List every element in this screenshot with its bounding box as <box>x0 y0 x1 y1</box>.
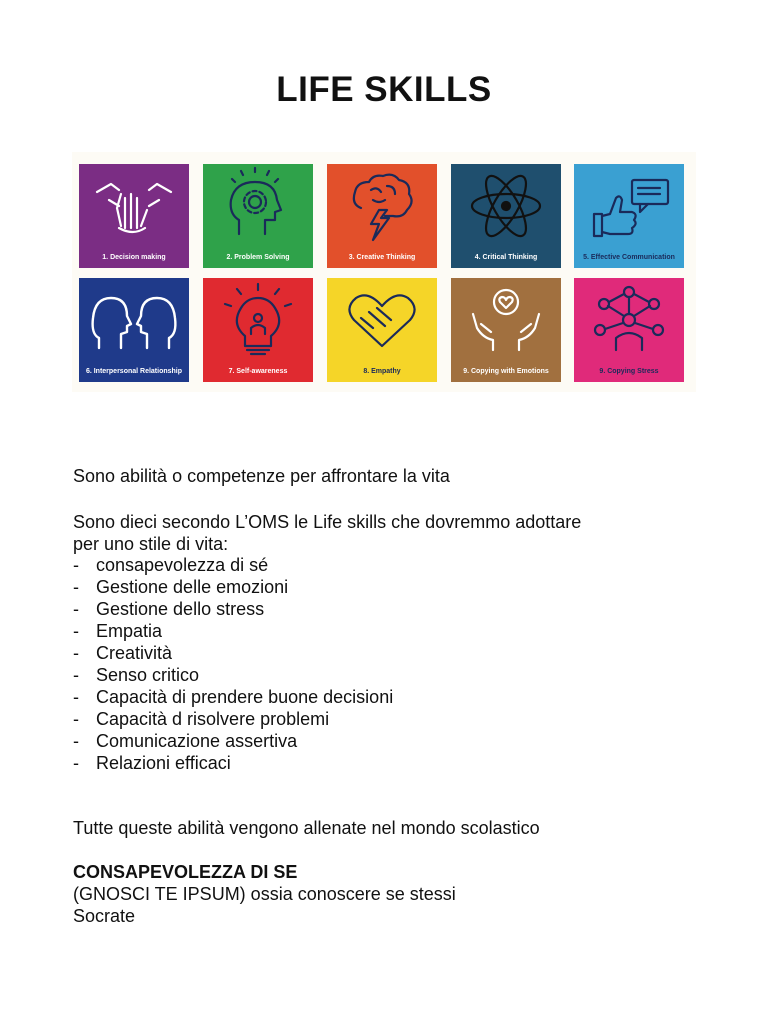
section-heading: CONSAPEVOLEZZA DI SE <box>73 862 298 882</box>
tile-label: 5. Effective Communication <box>583 254 675 261</box>
school-text: Tutte queste abilità vengono allenate nel mondo scolastico <box>73 818 540 838</box>
list-item: - consapevolezza di sé <box>73 555 269 575</box>
list-item: - Creatività <box>73 643 173 663</box>
atom-icon <box>451 164 561 244</box>
list-item: - Comunicazione assertiva <box>73 731 298 751</box>
tile-coping-stress <box>574 278 684 382</box>
page-title: LIFE SKILLS <box>276 70 492 109</box>
lightbulb-person-icon <box>203 278 313 358</box>
tile-interpersonal-relationship <box>79 278 189 382</box>
tile-empathy <box>327 278 437 382</box>
tile-label: 6. Interpersonal Relationship <box>85 368 183 375</box>
list-item: - Gestione dello stress <box>73 599 265 619</box>
tile-decision-making <box>79 164 189 268</box>
tile-coping-emotions <box>451 278 561 382</box>
tile-label: 9. Copying Stress <box>599 368 659 375</box>
tile-label: 3. Creative Thinking <box>348 254 416 261</box>
tile-self-awareness <box>203 278 313 382</box>
list-item: - Relazioni efficaci <box>73 753 231 773</box>
life-skills-infographic <box>72 152 696 392</box>
network-person-icon <box>574 278 684 358</box>
tile-label: 1. Decision making <box>102 254 166 261</box>
thumbs-up-chat-icon <box>574 164 684 244</box>
tile-label: 8. Empathy <box>363 368 401 375</box>
tile-problem-solving <box>203 164 313 268</box>
list-item: - Capacità d risolvere problemi <box>73 709 330 729</box>
hands-heart-icon <box>451 278 561 358</box>
section-text-line-2: Socrate <box>73 906 136 926</box>
list-item: - Empatia <box>73 621 163 641</box>
tile-effective-communication <box>574 164 684 268</box>
two-heads-icon <box>79 278 189 358</box>
list-item: - Senso critico <box>73 665 200 685</box>
tile-label: 4. Critical Thinking <box>474 254 538 261</box>
tile-label: 7. Self-awareness <box>228 368 288 375</box>
hands-icon <box>79 164 189 244</box>
who-text-line-1: Sono dieci secondo L’OMS le Life skills che dovremmo adottare <box>73 512 582 532</box>
head-gear-icon <box>203 164 313 244</box>
skills-list <box>73 554 393 774</box>
intro-text: Sono abilità o competenze per affrontare la vita <box>73 466 450 486</box>
list-item: - Capacità di prendere buone decisioni <box>73 687 394 707</box>
who-text-line-2: per uno stile di vita: <box>73 534 229 554</box>
brain-icon <box>327 164 437 244</box>
tile-creative-thinking <box>327 164 437 268</box>
handshake-heart-icon <box>327 278 437 358</box>
section-text-line-1: (GNOSCI TE IPSUM) ossia conoscere se stessi <box>73 884 456 904</box>
tile-label: 9. Copying with Emotions <box>463 368 549 375</box>
tile-label: 2. Problem Solving <box>226 254 290 261</box>
tile-critical-thinking <box>451 164 561 268</box>
list-item: - Gestione delle emozioni <box>73 577 289 597</box>
